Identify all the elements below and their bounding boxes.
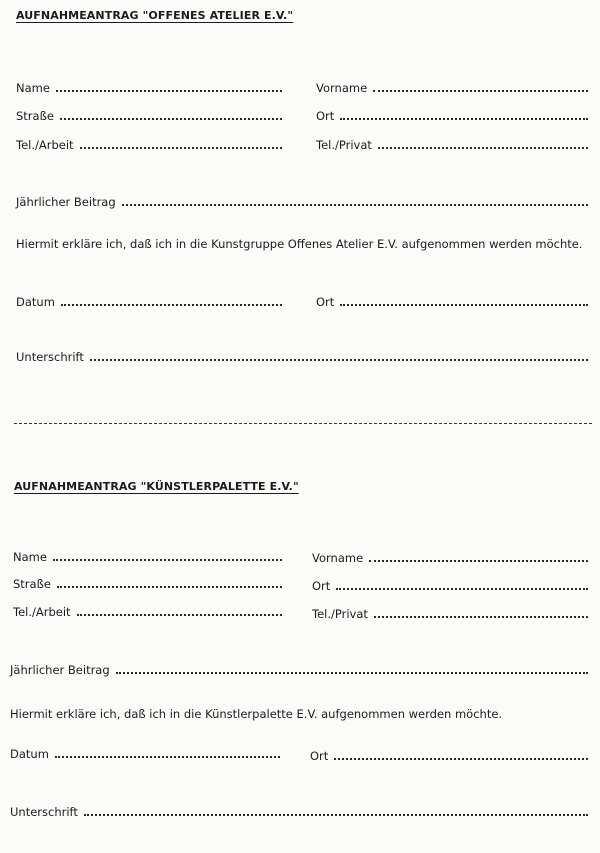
form1-strasse-line[interactable]: [60, 108, 282, 120]
form2-datum-label: Datum: [10, 747, 49, 761]
form1-datum-field[interactable]: [16, 294, 282, 310]
form1-beitrag-line[interactable]: [122, 194, 588, 206]
form1-datum-line[interactable]: [61, 294, 282, 306]
form1-datum-label: Datum: [16, 295, 55, 309]
form1-ort-label: Ort: [316, 109, 335, 123]
form1-name-field[interactable]: [16, 80, 282, 96]
form1-tel-privat-field[interactable]: [316, 137, 588, 153]
form1-beitrag-field[interactable]: [16, 194, 588, 210]
form2-tel-arbeit-field[interactable]: [13, 604, 282, 620]
form2-tel-privat-field[interactable]: [312, 606, 588, 622]
form1-strasse-field[interactable]: [16, 108, 282, 124]
form1-unterschrift-label: Unterschrift: [16, 350, 84, 364]
form2-datum-line[interactable]: [55, 746, 280, 758]
form1-name-line[interactable]: [56, 80, 282, 92]
form1-tel-privat-label: Tel./Privat: [316, 138, 372, 152]
form2-ort2-field[interactable]: [310, 748, 588, 764]
form2-vorname-label: Vorname: [312, 551, 364, 565]
form2-tel-arbeit-line[interactable]: [77, 604, 282, 616]
cut-line-separator: [14, 423, 592, 424]
form2-ort2-line[interactable]: [334, 748, 588, 760]
form2-strasse-label: Straße: [13, 577, 51, 591]
form2-unterschrift-label: Unterschrift: [10, 805, 78, 819]
form2-strasse-field[interactable]: [13, 576, 282, 592]
form2-name-label: Name: [13, 550, 47, 564]
form2-strasse-line[interactable]: [57, 576, 282, 588]
form1-beitrag-label: Jährlicher Beitrag: [16, 195, 116, 209]
form1-declaration: Hiermit erkläre ich, daß ich in die Kunstgruppe Offenes Atelier E.V. aufgenommen werden möchte.: [16, 237, 583, 251]
form2-ort2-label: Ort: [310, 749, 329, 763]
form2-tel-privat-label: Tel./Privat: [312, 607, 368, 621]
form1-ort-field[interactable]: [316, 108, 588, 124]
form2-declaration: Hiermit erkläre ich, daß ich in die Künstlerpalette E.V. aufgenommen werden möchte.: [10, 707, 503, 721]
form2-ort-line[interactable]: [336, 578, 588, 590]
form2-name-field[interactable]: [13, 549, 282, 565]
form2-vorname-line[interactable]: [369, 550, 588, 562]
form2-beitrag-field[interactable]: [10, 662, 588, 678]
form2-beitrag-line[interactable]: [116, 662, 588, 674]
form2-heading: AUFNAHMEANTRAG "KÜNSTLERPALETTE E.V.": [14, 480, 299, 493]
form1-unterschrift-field[interactable]: [16, 349, 588, 365]
form2-tel-arbeit-label: Tel./Arbeit: [13, 605, 71, 619]
form1-unterschrift-line[interactable]: [90, 349, 588, 361]
form1-ort2-line[interactable]: [340, 294, 588, 306]
form1-vorname-field[interactable]: [316, 80, 588, 96]
form2-tel-privat-line[interactable]: [374, 606, 588, 618]
form1-name-label: Name: [16, 81, 50, 95]
form1-tel-arbeit-line[interactable]: [80, 137, 282, 149]
form1-ort2-field[interactable]: [316, 294, 588, 310]
form1-tel-privat-line[interactable]: [378, 137, 588, 149]
form1-vorname-label: Vorname: [316, 81, 368, 95]
form2-unterschrift-line[interactable]: [84, 804, 588, 816]
form1-ort-line[interactable]: [340, 108, 588, 120]
form1-tel-arbeit-field[interactable]: [16, 137, 282, 153]
form1-heading: AUFNAHMEANTRAG "OFFENES ATELIER E.V.": [16, 9, 294, 22]
form2-ort-label: Ort: [312, 579, 331, 593]
form1-tel-arbeit-label: Tel./Arbeit: [16, 138, 74, 152]
form1-vorname-line[interactable]: [373, 80, 588, 92]
form2-datum-field[interactable]: [10, 746, 280, 762]
form2-vorname-field[interactable]: [312, 550, 588, 566]
form1-strasse-label: Straße: [16, 109, 54, 123]
form2-name-line[interactable]: [53, 549, 282, 561]
form1-ort2-label: Ort: [316, 295, 335, 309]
form2-unterschrift-field[interactable]: [10, 804, 588, 820]
form2-ort-field[interactable]: [312, 578, 588, 594]
form2-beitrag-label: Jährlicher Beitrag: [10, 663, 110, 677]
